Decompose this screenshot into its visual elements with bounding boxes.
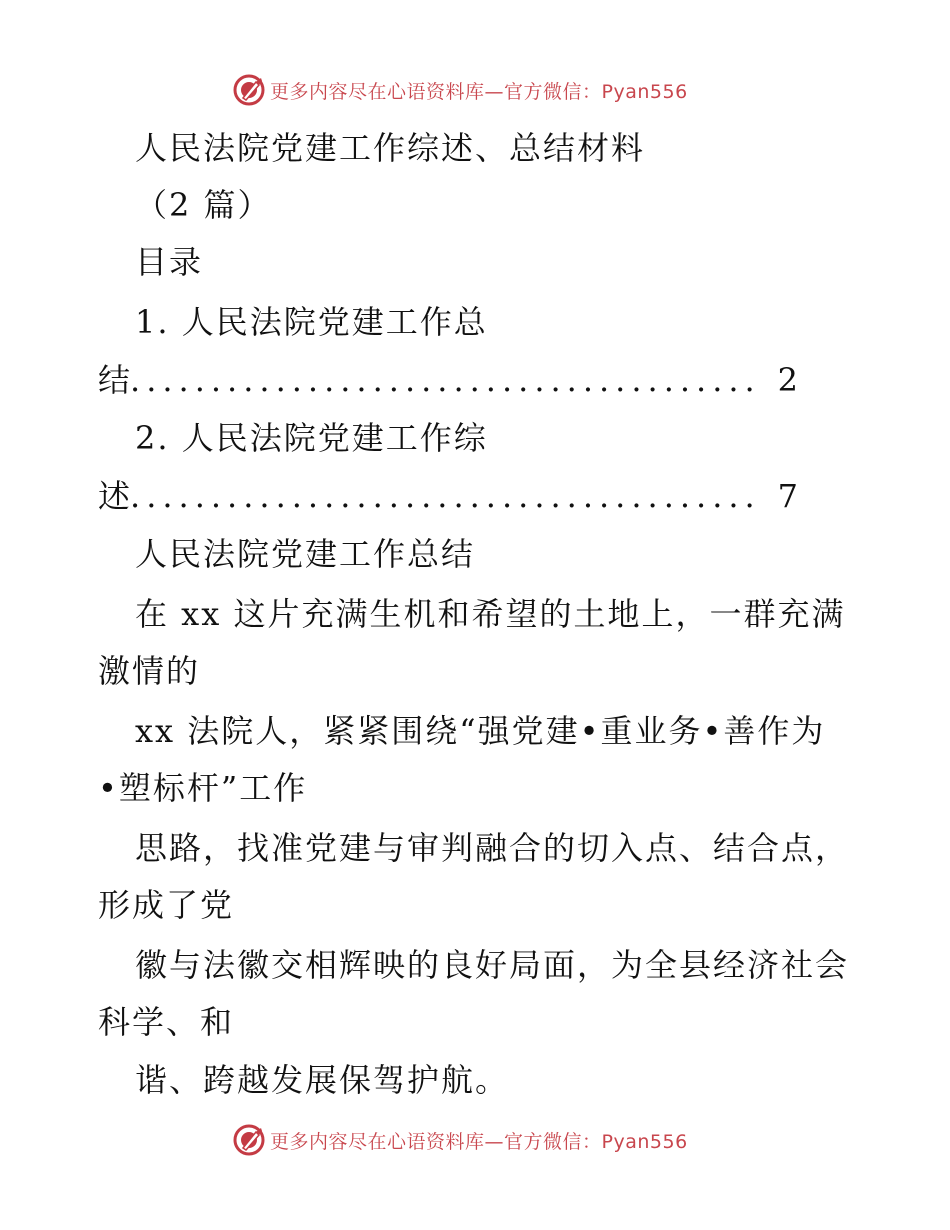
paragraph-line: 科学、和 — [98, 1003, 235, 1041]
paragraph-line: 激情的 — [98, 652, 201, 690]
document-title: 人民法院党建工作综述、总结材料 — [135, 129, 646, 167]
toc-entry-1-page: 2 — [777, 361, 798, 399]
paragraph-line: xx 法院人，紧紧围绕“强党建•重业务•善作为 — [135, 712, 826, 750]
logo-icon — [232, 73, 266, 107]
header-banner-text: 更多内容尽在心语资料库—官方微信：Pyan556 — [270, 80, 688, 103]
toc-entry-2-label-tail: 述 — [98, 477, 131, 515]
toc-entry-1-label-tail: 结 — [98, 361, 131, 399]
toc-entry-1-label[interactable]: 1. 人民法院党建工作总 — [135, 303, 488, 341]
toc-entry-1-leader[interactable] — [98, 360, 798, 400]
toc-entry-2-page: 7 — [777, 477, 798, 515]
toc-entry-2-dots: ....................................... — [130, 477, 761, 515]
logo-icon — [232, 1123, 266, 1157]
toc-entry-2-label[interactable]: 2. 人民法院党建工作综 — [135, 419, 488, 457]
paragraph-line: 在 xx 这片充满生机和希望的土地上，一群充满 — [135, 595, 846, 633]
paragraph-line: 思路，找准党建与审判融合的切入点、结合点， — [135, 829, 850, 867]
footer-banner — [0, 1120, 950, 1160]
document-subtitle: （2 篇） — [135, 186, 272, 224]
paragraph-line: •塑标杆”工作 — [98, 769, 308, 807]
toc-heading: 目录 — [135, 243, 204, 281]
toc-entry-2-leader[interactable] — [98, 476, 798, 516]
toc-entry-1-dots: ....................................... — [130, 361, 761, 399]
header-banner — [0, 70, 950, 110]
paragraph-line: 谐、跨越发展保驾护航。 — [135, 1061, 510, 1099]
section-title: 人民法院党建工作总结 — [135, 535, 476, 573]
footer-banner-text: 更多内容尽在心语资料库—官方微信：Pyan556 — [270, 1130, 688, 1153]
paragraph-line: 徽与法徽交相辉映的良好局面，为全县经济社会 — [135, 946, 850, 984]
paragraph-line: 形成了党 — [98, 886, 235, 924]
